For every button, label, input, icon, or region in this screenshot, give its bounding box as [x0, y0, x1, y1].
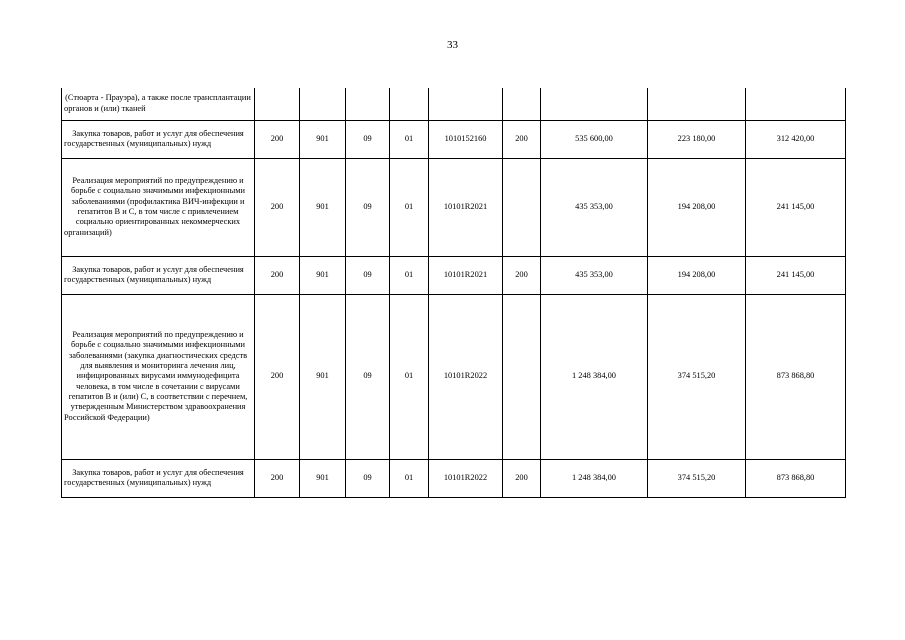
table-row — [62, 120, 846, 158]
cell-subsection: 01 — [390, 120, 429, 158]
cell-name: Реализация мероприятий по предупреждению и борьбе с социально значимыми инфекционными заболеваниями (профилактика ВИЧ-инфекции и гепатитов B и C, в том числе с привлечением социально ориентированных некоммерческих организаций) — [62, 158, 255, 256]
cell-dept — [300, 88, 346, 120]
cell-type: 200 — [503, 256, 541, 294]
cell-value-2: 873 868,80 — [746, 294, 846, 459]
cell-gov: 200 — [255, 459, 300, 497]
cell-name: Закупка товаров, работ и услуг для обеспечения государственных (муниципальных) нужд — [62, 256, 255, 294]
cell-name: Закупка товаров, работ и услуг для обеспечения государственных (муниципальных) нужд — [62, 459, 255, 497]
cell-value-1: 194 208,00 — [648, 256, 746, 294]
cell-subsection: 01 — [390, 158, 429, 256]
cell-value-2: 873 868,80 — [746, 459, 846, 497]
cell-value-2: 241 145,00 — [746, 158, 846, 256]
cell-type — [503, 158, 541, 256]
cell-subsection: 01 — [390, 294, 429, 459]
cell-subsection — [390, 88, 429, 120]
cell-dept: 901 — [300, 459, 346, 497]
cell-gov: 200 — [255, 120, 300, 158]
cell-dept: 901 — [300, 158, 346, 256]
cell-value-2 — [746, 88, 846, 120]
cell-type: 200 — [503, 459, 541, 497]
cell-subsection: 01 — [390, 459, 429, 497]
cell-type — [503, 88, 541, 120]
cell-type — [503, 294, 541, 459]
cell-value-1: 223 180,00 — [648, 120, 746, 158]
cell-value-1: 374 515,20 — [648, 294, 746, 459]
cell-value-2: 241 145,00 — [746, 256, 846, 294]
cell-value-1 — [648, 88, 746, 120]
cell-section: 09 — [346, 158, 390, 256]
cell-section: 09 — [346, 120, 390, 158]
cell-value-1: 374 515,20 — [648, 459, 746, 497]
cell-section: 09 — [346, 256, 390, 294]
cell-code: 10101R2021 — [429, 158, 503, 256]
cell-code: 10101R2022 — [429, 459, 503, 497]
cell-section — [346, 88, 390, 120]
cell-total: 535 600,00 — [541, 120, 648, 158]
cell-code: 1010152160 — [429, 120, 503, 158]
table-row — [62, 294, 846, 459]
cell-dept: 901 — [300, 256, 346, 294]
cell-total: 1 248 384,00 — [541, 459, 648, 497]
budget-table — [61, 88, 846, 498]
cell-gov: 200 — [255, 294, 300, 459]
cell-type: 200 — [503, 120, 541, 158]
cell-code: 10101R2021 — [429, 256, 503, 294]
cell-total: 435 353,00 — [541, 256, 648, 294]
page-number: 33 — [447, 39, 458, 51]
table-row — [62, 158, 846, 256]
cell-code — [429, 88, 503, 120]
table-row — [62, 459, 846, 497]
cell-subsection: 01 — [390, 256, 429, 294]
cell-section: 09 — [346, 294, 390, 459]
cell-name: Закупка товаров, работ и услуг для обеспечения государственных (муниципальных) нужд — [62, 120, 255, 158]
cell-dept: 901 — [300, 120, 346, 158]
cell-gov: 200 — [255, 158, 300, 256]
cell-name: Реализация мероприятий по предупреждению и борьбе с социально значимыми инфекционными заболеваниями (закупка диагностических средств для выявления и мониторинга лечения лиц, инфицированных вирусами иммунодефицита человека, в том числе в сочетании с вирусами гепатитов B и (или) C, в соответствии с перечнем, утвержденным Министерством здравоохранения Российской Федерации) — [62, 294, 255, 459]
cell-gov: 200 — [255, 256, 300, 294]
cell-name: (Стюарта - Прауэра), а также после трансплантации органов и (или) тканей — [62, 88, 255, 120]
cell-dept: 901 — [300, 294, 346, 459]
cell-gov — [255, 88, 300, 120]
cell-total: 435 353,00 — [541, 158, 648, 256]
table-row — [62, 256, 846, 294]
table-row — [62, 88, 846, 120]
cell-value-2: 312 420,00 — [746, 120, 846, 158]
cell-code: 10101R2022 — [429, 294, 503, 459]
cell-total: 1 248 384,00 — [541, 294, 648, 459]
cell-total — [541, 88, 648, 120]
cell-value-1: 194 208,00 — [648, 158, 746, 256]
cell-section: 09 — [346, 459, 390, 497]
